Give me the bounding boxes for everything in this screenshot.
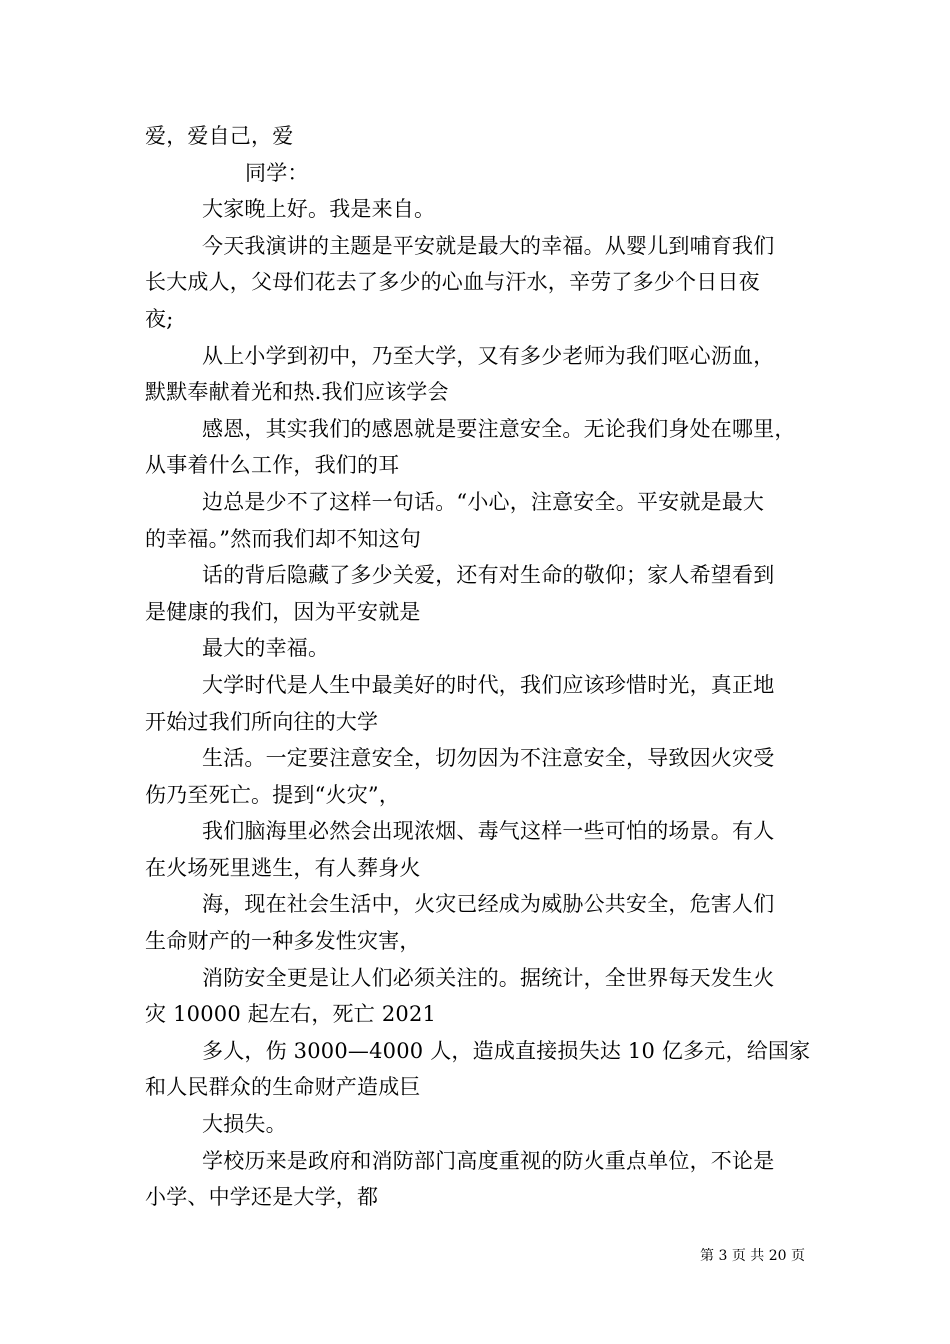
- text-line: 大损失。: [202, 1112, 287, 1137]
- text-line: 大家晚上好。我是来自。: [202, 197, 436, 222]
- text-line: 开始过我们所向往的大学: [145, 709, 379, 734]
- text-line: 伤乃至死亡。提到“火灾”，: [145, 782, 401, 807]
- body-text: [145, 118, 810, 1216]
- text-line: 感恩，其实我们的感恩就是要注意安全。无论我们身处在哪里，: [202, 416, 796, 441]
- text-line: 在火场死里逃生，有人葬身火: [145, 855, 421, 880]
- text-line: 爱，爱自己，爱: [145, 124, 294, 148]
- text-line: 今天我演讲的主题是平安就是最大的幸福。从婴儿到哺育我们: [202, 233, 775, 258]
- text-line: 最大的幸福。: [202, 636, 330, 661]
- text-line: 和人民群众的生命财产造成巨: [145, 1075, 421, 1100]
- text-line: 夜;: [145, 306, 174, 331]
- text-line: 从上小学到初中，乃至大学，又有多少老师为我们呕心沥血，: [202, 343, 775, 368]
- text-line: 学校历来是政府和消防部门高度重视的防火重点单位，不论是: [202, 1148, 775, 1173]
- text-line: 生命财产的一种多发性灾害，: [145, 929, 421, 954]
- text-line: 是健康的我们，因为平安就是: [145, 599, 421, 624]
- text-line: 边总是少不了这样一句话。“小心，注意安全。平安就是最大: [202, 489, 765, 514]
- text-line: 灾 10000 起左右，死亡 2021: [145, 1002, 437, 1027]
- text-line: 从事着什么工作，我们的耳: [145, 453, 400, 478]
- text-line: 消防安全更是让人们必须关注的。据统计，全世界每天发生火: [202, 965, 775, 990]
- text-line: 的幸福。”然而我们却不知这句: [145, 526, 422, 551]
- text-line: 生活。一定要注意安全，切勿因为不注意安全，导致因火灾受: [202, 746, 775, 771]
- text-line: 多人，伤 3000—4000 人，造成直接损失达 10 亿多元，给国家: [202, 1038, 811, 1063]
- salutation: 同学：: [245, 160, 309, 185]
- text-line: 长大成人，父母们花去了多少的心血与汗水，辛劳了多少个日日夜: [145, 270, 760, 295]
- text-line: 我们脑海里必然会出现浓烟、毒气这样一些可怕的场景。有人: [202, 819, 775, 844]
- text-line: 话的背后隐藏了多少关爱，还有对生命的敬仰；家人希望看到: [202, 563, 775, 588]
- text-line: 海，现在社会生活中，火灾已经成为威胁公共安全，危害人们: [202, 892, 775, 917]
- text-line: 大学时代是人生中最美好的时代，我们应该珍惜时光，真正地: [202, 672, 775, 697]
- text-line: 小学、中学还是大学，都: [145, 1185, 379, 1210]
- page-number-footer: 第 3 页 共 20 页: [700, 1248, 805, 1264]
- text-line: 默默奉献着光和热.我们应该学会: [145, 380, 449, 405]
